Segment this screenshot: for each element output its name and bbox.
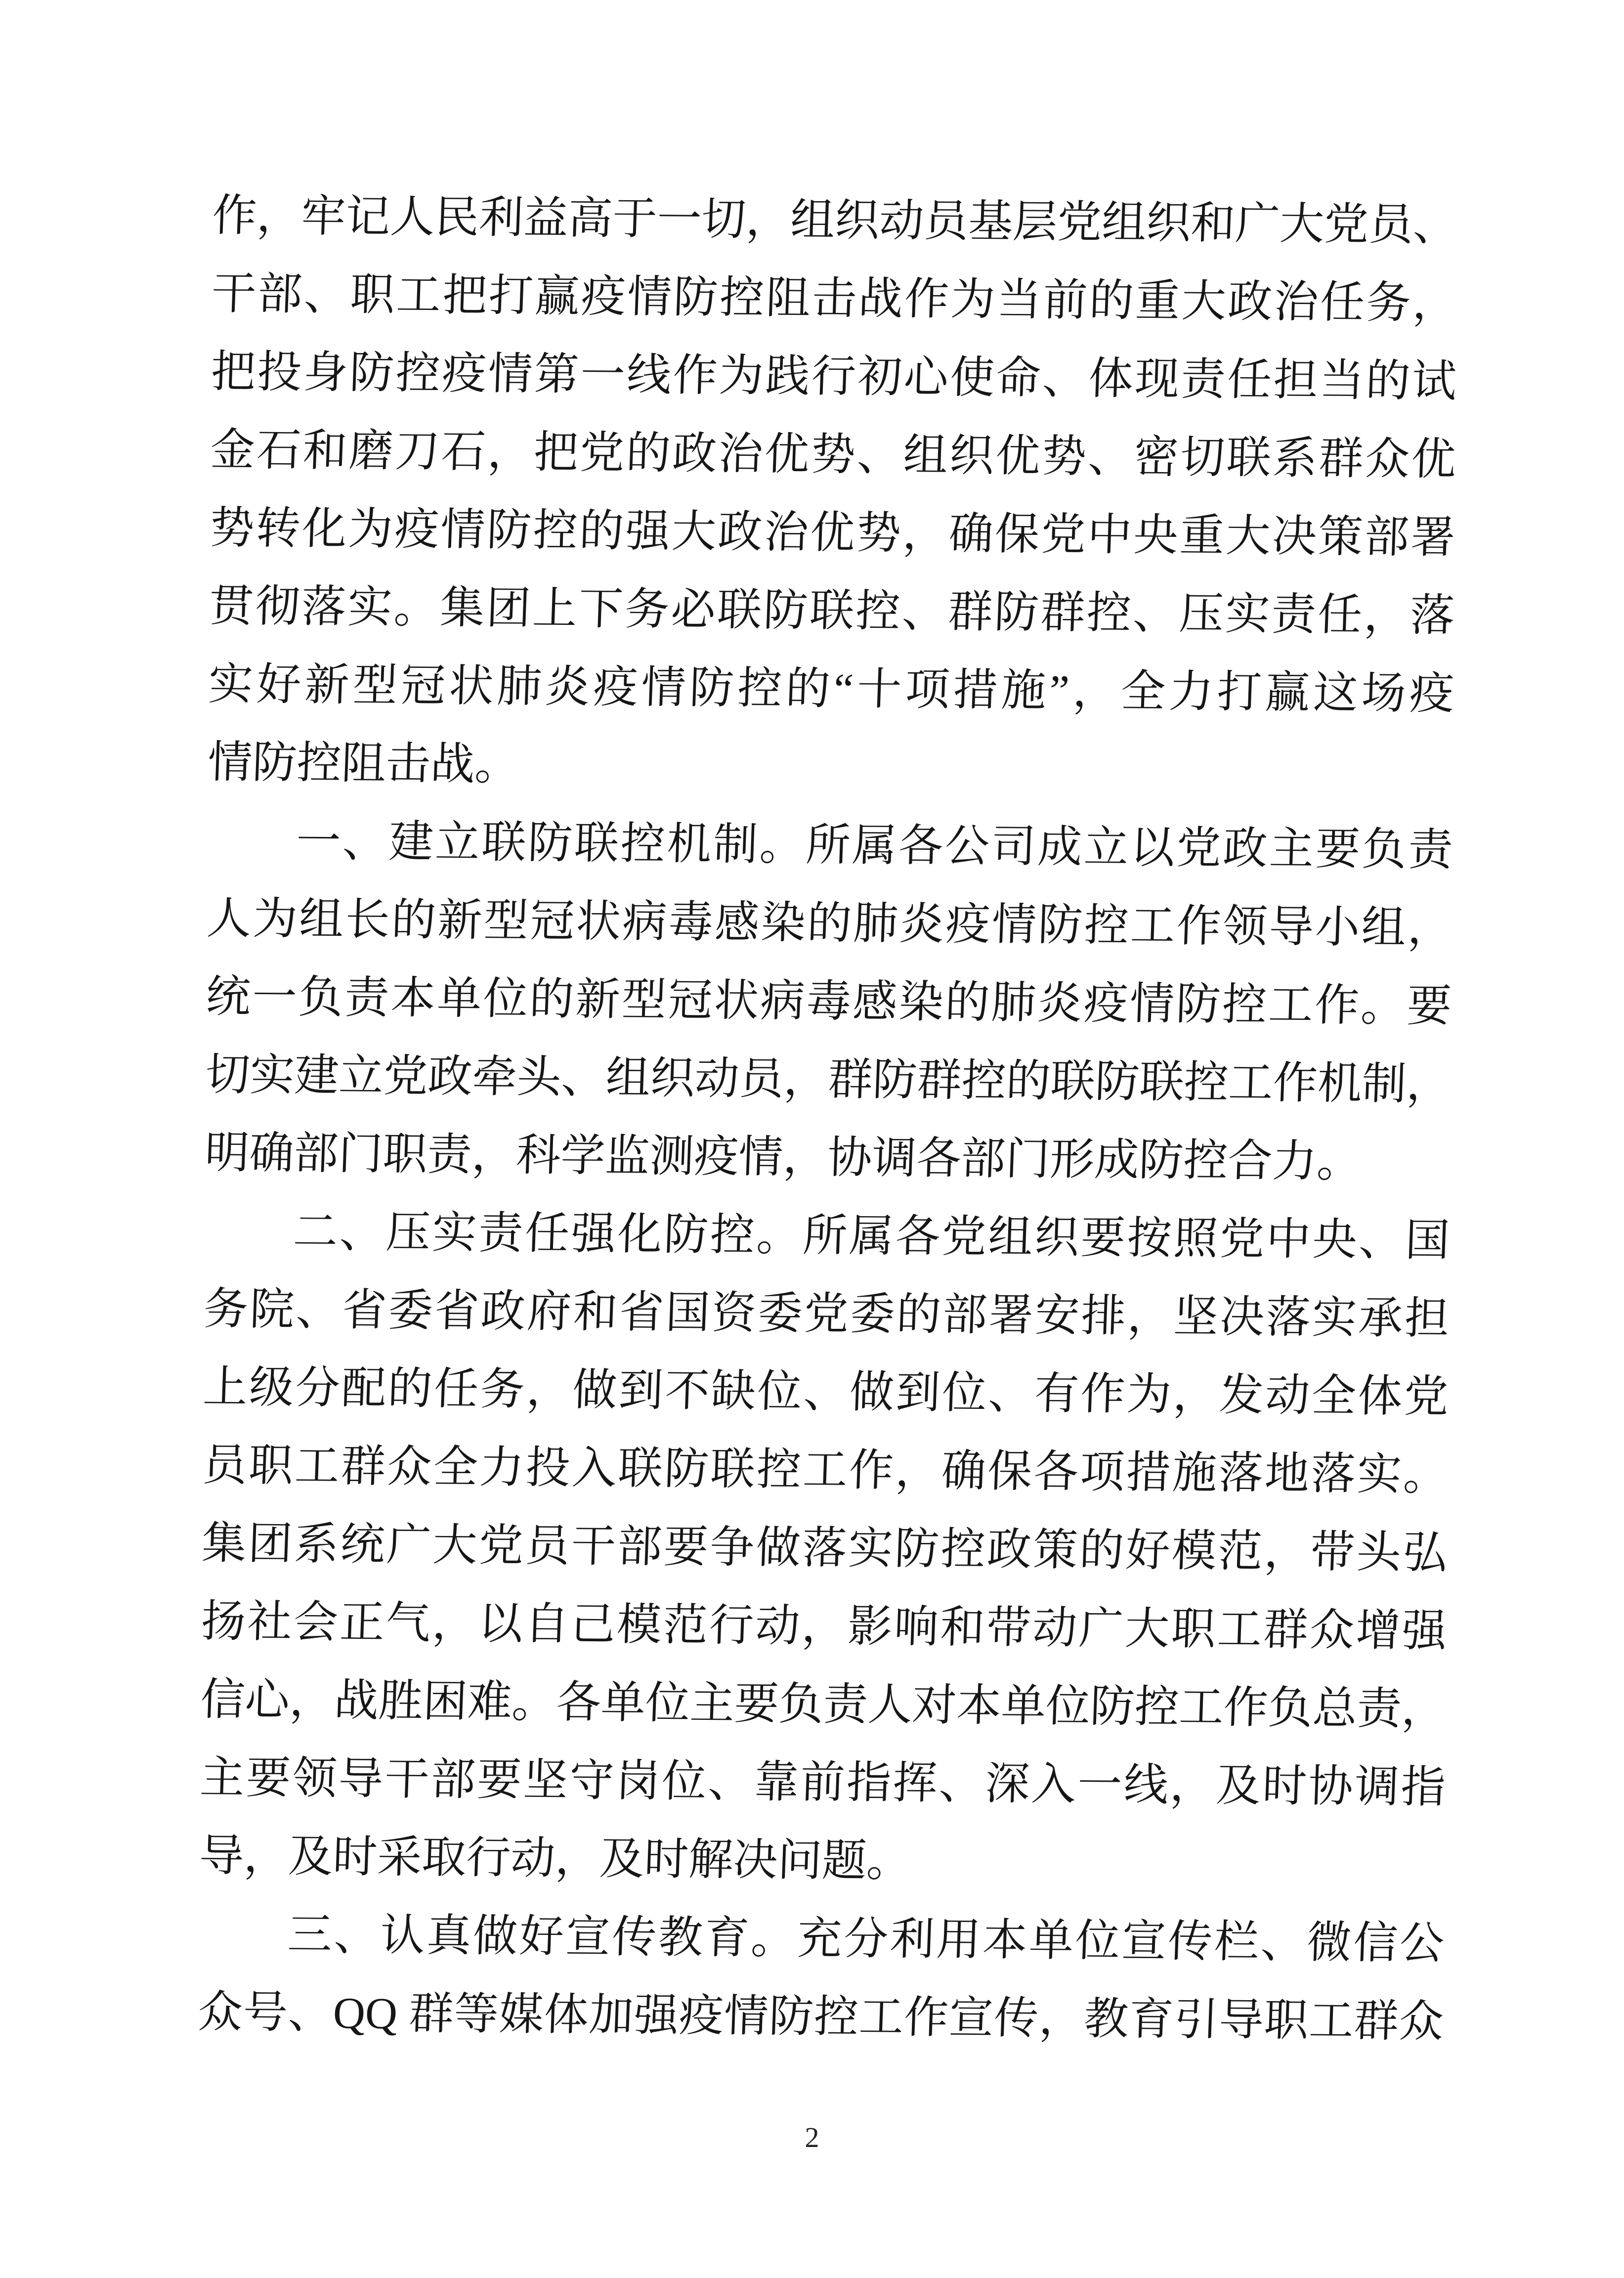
text-line: 贯彻落实。集团上下务必联防联控、群防群控、压实责任，落 <box>208 581 1455 641</box>
text-line: 干部、职工把打赢疫情防控阻击战作为当前的重大政治任务， <box>211 269 1458 328</box>
text-line: 众号、QQ 群等媒体加强疫情防控工作宣传，教育引导职工群众 <box>197 1987 1445 2047</box>
text-line: 二、压实责任强化防控。所属各党组织要按照党中央、国 <box>292 1207 1451 1266</box>
text-line: 切实建立党政牵头、组织动员，群防群控的联防联控工作机制， <box>204 1050 1452 1109</box>
text-line: 统一负责本单位的新型冠状病毒感染的肺炎疫情防控工作。要 <box>205 972 1453 1031</box>
text-line: 金石和磨刀石，把党的政治优势、组织优势、密切联系群众优 <box>209 425 1457 484</box>
text-line: 情防控阻击战。 <box>207 738 520 789</box>
text-line: 信心，战胜困难。各单位主要负责人对本单位防控工作负总责， <box>200 1675 1447 1734</box>
text-line: 员职工群众全力投入联防联控工作，确保各项措施落地落实。 <box>201 1441 1449 1500</box>
text-line: 主要领导干部要坚守岗位、靠前指挥、深入一线，及时协调指 <box>199 1753 1447 1812</box>
text-line: 明确部门职责，科学监测疫情，协调各部门形成防控合力。 <box>204 1128 1363 1187</box>
text-line: 务院、省委省政府和省国资委党委的部署安排，坚决落实承担 <box>203 1284 1450 1344</box>
text-line: 扬社会正气，以自己模范行动，影响和带动广大职工群众增强 <box>200 1597 1448 1656</box>
text-line: 势转化为疫情防控的强大政治优势，确保党中央重大决策部署 <box>209 503 1456 563</box>
page-number: 2 <box>805 2121 819 2153</box>
text-line: 导，及时采取行动，及时解决问题。 <box>198 1831 912 1886</box>
document-body <box>198 177 1458 2061</box>
text-line: 实好新型冠状肺炎疫情防控的“十项措施”，全力打赢这场疫 <box>208 659 1455 719</box>
text-line: 三、认真做好宣传教育。充分利用本单位宣传栏、微信公 <box>287 1910 1445 1969</box>
page-footer <box>0 2121 1624 2154</box>
text-line: 集团系统广大党员干部要争做落实防控政策的好模范，带头弘 <box>201 1519 1448 1578</box>
text-line: 人为组长的新型冠状病毒感染的肺炎疫情防控工作领导小组， <box>206 894 1453 953</box>
text-line: 作，牢记人民利益高于一切，组织动员基层党组织和广大党员、 <box>211 191 1459 250</box>
text-line: 把投身防控疫情第一线作为践行初心使命、体现责任担当的试 <box>210 348 1457 406</box>
text-line: 上级分配的任务，做到不缺位、做到位、有作为，发动全体党 <box>202 1362 1450 1422</box>
text-line: 一、建立联防联控机制。所属各公司成立以党政主要负责 <box>295 817 1454 875</box>
